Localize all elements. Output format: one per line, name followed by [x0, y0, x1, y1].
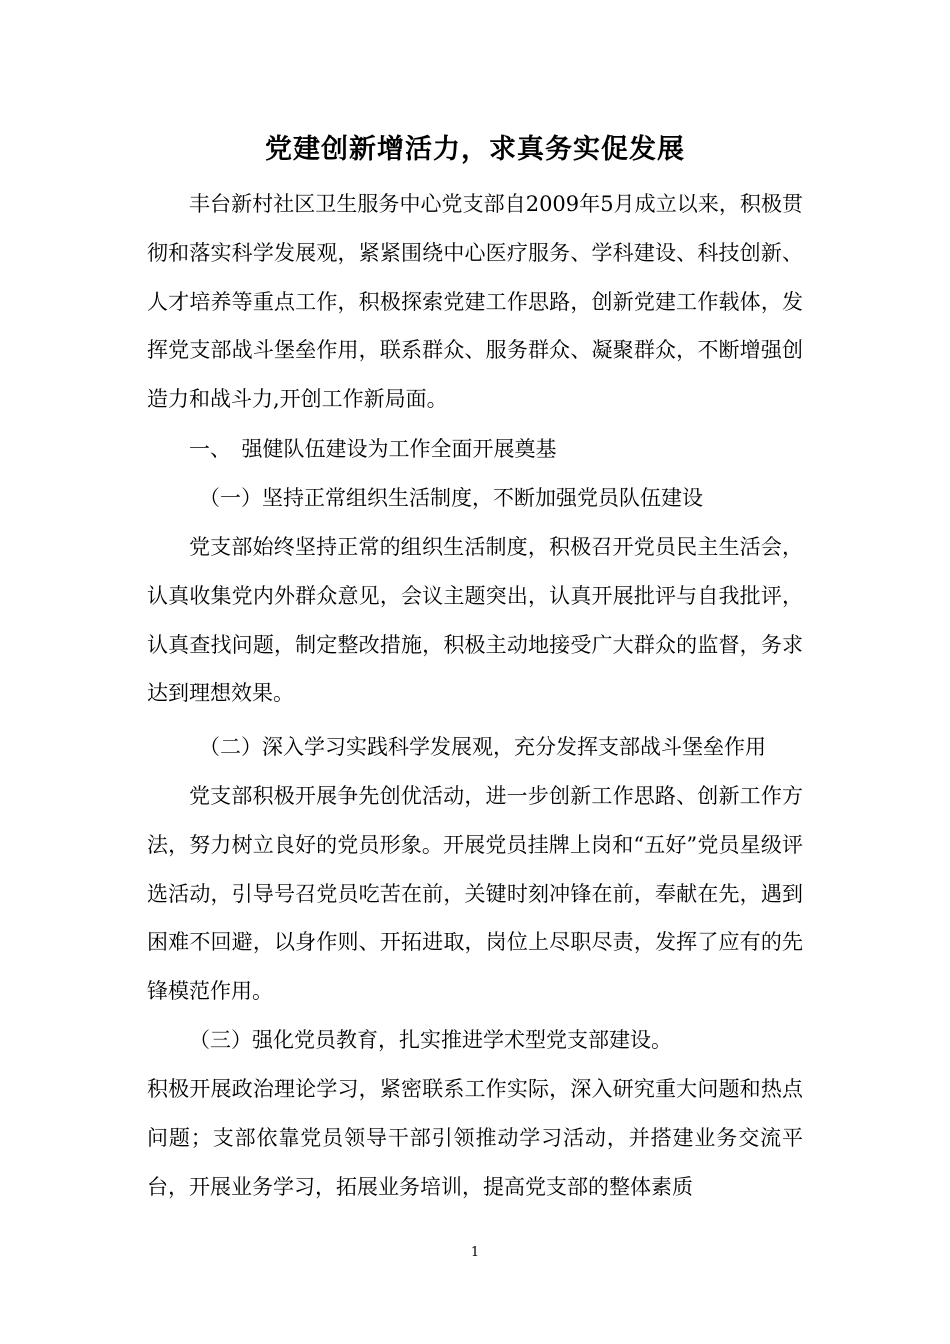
section-1-heading: 一、 强健队伍建设为工作全面开展奠基 [189, 437, 557, 461]
subsection-3-paragraph: 积极开展政治理论学习，紧密联系工作实际，深入研究重大问题和热点问题；支部依靠党员领导干部引领推动学习活动，并搭建业务交流平台，开展业务学习，拓展业务培训，提高党支部的整体素质 [147, 1077, 803, 1199]
subsection-2-heading: （二）深入学习实践科学发展观，充分发挥支部战斗堡垒作用 [199, 735, 766, 759]
page-number: 1 [470, 1245, 480, 1260]
subsection-2-paragraph: 党支部积极开展争先创优活动，进一步创新工作思路、创新工作方法，努力树立良好的党员形象。开展党员挂牌上岗和“五好”党员星级评选活动，引导号召党员吃苦在前，关键时刻冲锋在前，奉献在先，遇到困难不回避，以身作则、开拓进取，岗位上尽职尽责，发挥了应有的先锋模范作用。 [147, 784, 803, 1004]
subsection-3-heading: （三）强化党员教育，扎实推进学术型党支部建设。 [189, 1028, 672, 1052]
subsection-1-heading: （一）坚持正常组织生活制度，不断加强党员队伍建设 [199, 486, 703, 510]
subsection-1-paragraph: 党支部始终坚持正常的组织生活制度，积极召开党员民主生活会，认真收集党内外群众意见，会议主题突出，认真开展批评与自我批评，认真查找问题，制定整改措施，积极主动地接受广大群众的监督，务求达到理想效果。 [147, 535, 803, 706]
document-title: 党建创新增活力，求真务实促发展 [265, 134, 685, 165]
intro-paragraph: 丰台新村社区卫生服务中心党支部自2009年5月成立以来，积极贯彻和落实科学发展观，紧紧围绕中心医疗服务、学科建设、科技创新、人才培养等重点工作，积极探索党建工作思路，创新党建工作载体，发挥党支部战斗堡垒作用，联系群众、服务群众、凝聚群众，不断增强创造力和战斗力,开创工作新局面。 [147, 192, 803, 412]
